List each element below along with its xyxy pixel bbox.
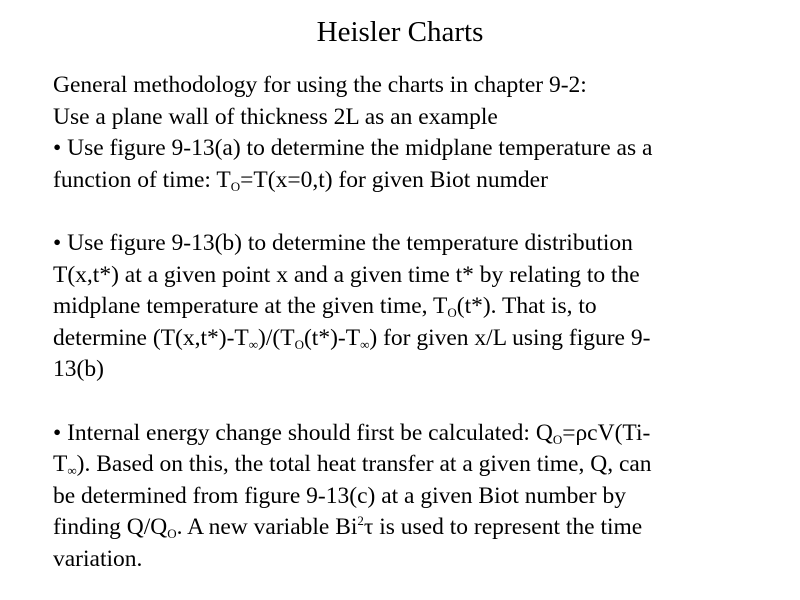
bullet-3-line-1: [53, 418, 753, 450]
slide-body: [53, 70, 753, 576]
bullet-1-line-1: • Use figure 9-13(a) to determine the midplane temperature as a: [53, 135, 653, 162]
intro-line-1: General methodology for using the charts in chapter 9-2:: [53, 72, 587, 98]
subscript: O: [294, 336, 304, 352]
text-run: =T(x=0,t) for given Biot numder: [240, 166, 548, 193]
spacer: [53, 196, 753, 228]
bullet-3-line-2: [53, 449, 753, 481]
spacer: [53, 386, 753, 418]
bullet-3-line-5: variation.: [53, 545, 143, 572]
bullet-2-line-4: [53, 323, 753, 355]
text-run: τ is used to represent the time: [363, 514, 643, 541]
bullet-2-line-2: T(x,t*) at a given point x and a given time t* by relating to the: [53, 261, 640, 288]
text-run: midplane temperature at the given time, T: [53, 293, 448, 320]
text-run: finding Q/Q: [53, 514, 168, 541]
text-run: • Internal energy change should first be calculated: Q: [53, 419, 553, 446]
subscript: ∞: [67, 463, 77, 479]
text-run: (t*). That is, to: [456, 293, 597, 320]
subscript: O: [230, 178, 241, 194]
text-run: ) for given x/L using figure 9-: [369, 324, 651, 351]
bullet-2-line-3: [53, 291, 753, 323]
slide-title: Heisler Charts: [316, 16, 484, 48]
subscript: ∞: [360, 336, 370, 352]
subscript: ∞: [248, 336, 259, 352]
text-run: =ρcV(Ti-: [562, 419, 651, 446]
text-run: function of time: T: [53, 166, 231, 193]
text-run: T: [53, 451, 68, 478]
bullet-2-line-5: 13(b): [53, 356, 104, 383]
text-run: )/(T: [258, 324, 295, 351]
text-run: determine (T(x,t*)-T: [53, 324, 249, 351]
bullet-1-line-2: [53, 165, 753, 197]
intro-line-2: Use a plane wall of thickness 2L as an example: [53, 103, 498, 130]
superscript: 2: [357, 513, 364, 529]
text-run: . A new variable Bi: [176, 514, 358, 541]
text-run: (t*)-T: [303, 324, 361, 351]
text-run: ). Based on this, the total heat transfer at a given time, Q, can: [76, 451, 652, 478]
bullet-3-line-3: be determined from figure 9-13(c) at a given Biot number by: [53, 482, 626, 509]
subscript: O: [447, 305, 457, 321]
bullet-3-line-4: [53, 512, 753, 544]
subscript: O: [552, 431, 563, 447]
bullet-2-line-1: • Use figure 9-13(b) to determine the temperature distribution: [53, 229, 633, 256]
subscript: O: [167, 526, 177, 542]
